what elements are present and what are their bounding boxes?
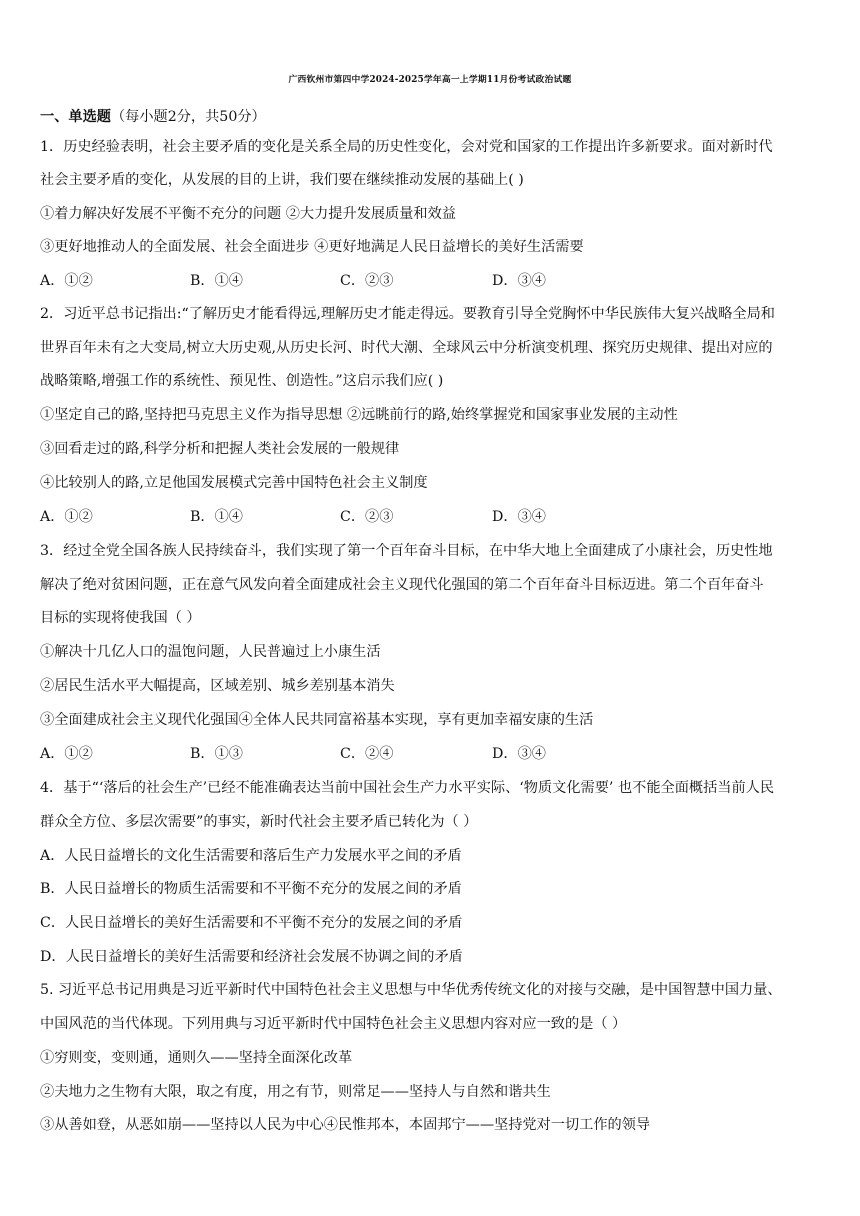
q1-stem-line-2: 社会主要矛盾的变化，从发展的目的上讲，我们要在继续推动发展的基础上( ) [40, 172, 524, 188]
q1-option-b[interactable]: B．①④ [190, 273, 243, 289]
q1-option-c[interactable]: C．②③ [340, 273, 394, 289]
q3-option-c[interactable]: C．②④ [340, 746, 394, 762]
q5-statement-1: ①穷则变，变则通，通则久——坚持全面深化改革 [40, 1050, 353, 1066]
q4-stem-line-2: 群众全方位、多层次需要”的事实，新时代社会主要矛盾已转化为（ ） [40, 814, 478, 830]
q3-stem-line-3: 目标的实现将使我国（ ） [40, 610, 201, 626]
q5-statement-3: ③从善如登，从恶如崩——坚持以人民为中心④民惟邦本，本固邦宁——坚持党对一切工作的领导 [40, 1117, 651, 1133]
q5-stem-line-2: 中国风范的当代体现。下列用典与习近平新时代中国特色社会主义思想内容对应一致的是（ ） [40, 1016, 627, 1032]
q1-statement-1: ①着力解决好发展不平衡不充分的问题 ②大力提升发展质量和效益 [40, 206, 456, 222]
q1-options [40, 271, 830, 291]
q2-options [40, 507, 830, 527]
section-note: （每小题2分，共50分） [110, 109, 266, 125]
q2-stem-line-2: 世界百年未有之大变局,树立大历史观,从历史长河、时代大潮、全球风云中分析演变机理、探究历史规律、提出对应的 [40, 340, 773, 356]
q1-statement-2: ③更好地推动人的全面发展、社会全面进步 ④更好地满足人民日益增长的美好生活需要 [40, 239, 584, 255]
section-heading: 一、单选题 [40, 109, 111, 125]
q2-option-d[interactable]: D．③④ [492, 509, 546, 525]
q2-statement-3: ④比较别人的路,立足他国发展模式完善中国特色社会主义制度 [40, 475, 428, 491]
section-header [40, 107, 830, 127]
q2-statement-2: ③回看走过的路,科学分析和把握人类社会发展的一般规律 [40, 441, 400, 457]
q1-option-d[interactable]: D．③④ [492, 273, 546, 289]
q3-stem-line-1: 3．经过全党全国各族人民持续奋斗，我们实现了第一个百年奋斗目标，在中华大地上全面建成了小康社会，历史性地 [40, 543, 773, 559]
q2-stem-line-1: 2．习近平总书记指出:“了解历史才能看得远,理解历史才能走得远。要教育引导全党胸怀中华民族伟大复兴战略全局和 [40, 306, 775, 322]
q4-option-a[interactable]: A．人民日益增长的文化生活需要和落后生产力发展水平之间的矛盾 [40, 848, 462, 864]
q3-options [40, 744, 830, 764]
q4-option-c[interactable]: C．人民日益增长的美好生活需要和不平衡不充分的发展之间的矛盾 [40, 915, 463, 931]
q1-option-a[interactable]: A．①② [40, 273, 93, 289]
q5-statement-2: ②夫地力之生物有大限，取之有度，用之有节，则常足——坚持人与自然和谐共生 [40, 1084, 551, 1100]
q1-stem-line-1: 1．历史经验表明，社会主要矛盾的变化是关系全局的历史性变化，会对党和国家的工作提出许多新要求。面对新时代 [40, 139, 773, 155]
q2-statement-1: ①坚定自己的路,坚持把马克思主义作为指导思想 ②远眺前行的路,始终掌握党和国家事业发展的主动性 [40, 407, 678, 423]
q4-option-d[interactable]: D．人民日益增长的美好生活需要和经济社会发展不协调之间的矛盾 [40, 949, 463, 965]
q3-statement-2: ②居民生活水平大幅提高，区域差别、城乡差别基本消失 [40, 678, 395, 694]
q3-option-d[interactable]: D．③④ [492, 746, 546, 762]
q3-option-b[interactable]: B．①③ [190, 746, 243, 762]
q2-option-b[interactable]: B．①④ [190, 509, 243, 525]
q3-stem-line-2: 解决了绝对贫困问题，正在意气风发向着全面建成社会主义现代化强国的第二个百年奋斗目标迈进。第二个百年奋斗 [40, 577, 764, 593]
q2-stem-line-3: 战略策略,增强工作的系统性、预见性、创造性。”这启示我们应( ) [40, 373, 444, 389]
exam-title: 广西钦州市第四中学2024-2025学年高一上学期11月份考试政治试题 [288, 75, 572, 85]
q2-option-a[interactable]: A．①② [40, 509, 93, 525]
q4-stem-line-1: 4．基于“‘落后的社会生产’已经不能准确表达当前中国社会生产力水平实际、‘物质文化需要’ 也不能全面概括当前人民 [40, 780, 775, 796]
q5-stem-line-1: 5. 习近平总书记用典是习近平新时代中国特色社会主义思想与中华优秀传统文化的对接与交融，是中国智慧中国力量、 [40, 982, 782, 998]
q3-option-a[interactable]: A．①② [40, 746, 93, 762]
q3-statement-3: ③全面建成社会主义现代化强国④全体人民共同富裕基本实现，享有更加幸福安康的生活 [40, 712, 594, 728]
q2-option-c[interactable]: C．②③ [340, 509, 394, 525]
q3-statement-1: ①解决十几亿人口的温饱问题，人民普遍过上小康生活 [40, 644, 381, 660]
q4-option-b[interactable]: B．人民日益增长的物质生活需要和不平衡不充分的发展之间的矛盾 [40, 881, 462, 897]
